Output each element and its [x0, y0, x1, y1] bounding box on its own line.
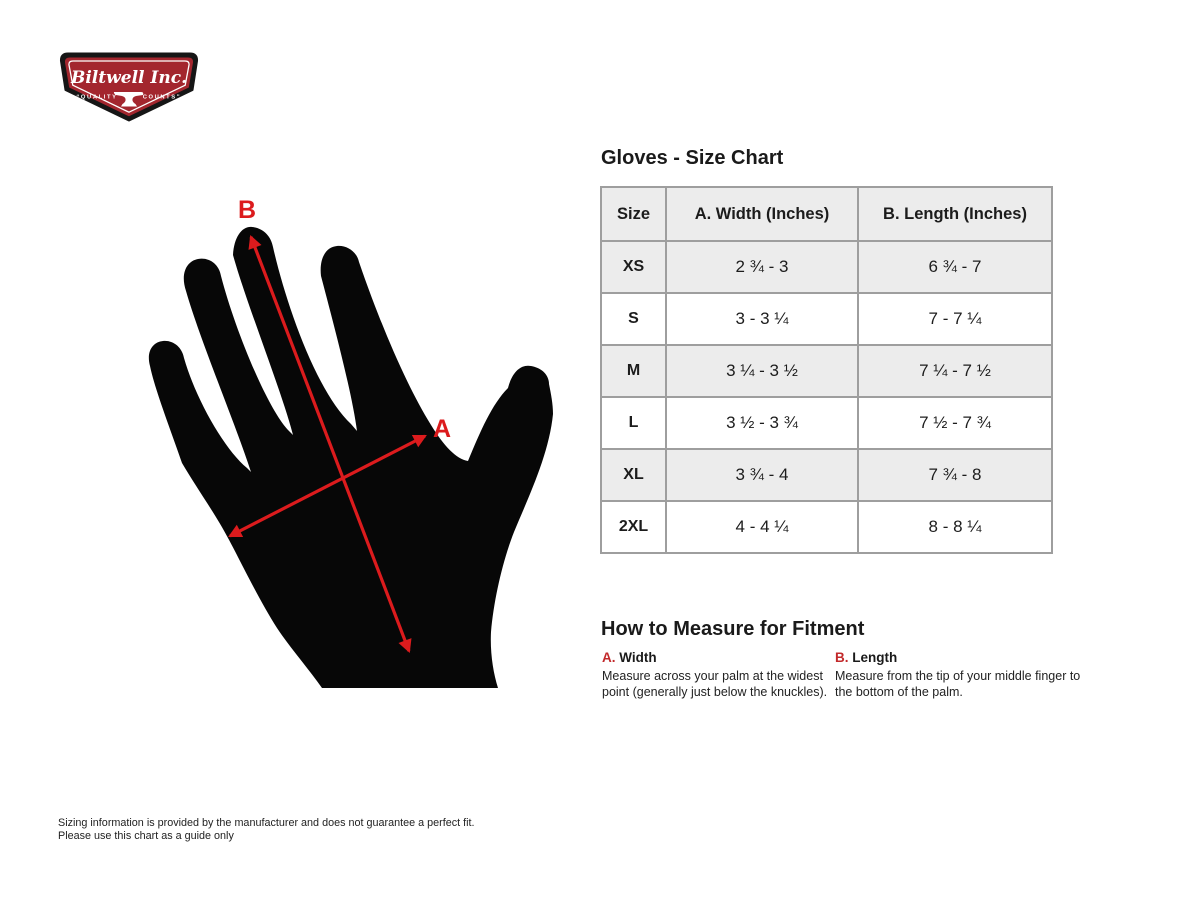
- cell-length: 6 ¾ - 7: [858, 241, 1052, 293]
- cell-width: 3 ¾ - 4: [666, 449, 858, 501]
- cell-width: 3 ¼ - 3 ½: [666, 345, 858, 397]
- measure-item-width: [602, 650, 834, 700]
- table-row: [601, 345, 1052, 397]
- measure-label-length: [835, 650, 1081, 665]
- cell-length: 7 - 7 ¼: [858, 293, 1052, 345]
- logo-tagline-left: “QUALITY: [76, 94, 118, 101]
- measure-item-length: [835, 650, 1081, 700]
- cell-size: M: [601, 345, 666, 397]
- measure-desc-width: Measure across your palm at the widest point (generally just below the knuckles).: [602, 669, 828, 699]
- cell-size: 2XL: [601, 501, 666, 553]
- table-row: [601, 449, 1052, 501]
- cell-length: 7 ¼ - 7 ½: [858, 345, 1052, 397]
- measure-section-title: How to Measure for Fitment: [601, 618, 865, 640]
- biltwell-logo: [58, 52, 200, 122]
- disclaimer-line-1: Sizing information is provided by the manufacturer and does not guarantee a perfect fit.: [58, 817, 475, 829]
- cell-length: 8 - 8 ¼: [858, 501, 1052, 553]
- cell-length: 7 ¾ - 8: [858, 449, 1052, 501]
- measure-word-length: Length: [852, 650, 898, 665]
- label-a: A: [432, 415, 452, 443]
- size-chart-table: [600, 186, 1053, 554]
- logo-tagline-right: COUNTS”: [142, 94, 182, 101]
- cell-size: L: [601, 397, 666, 449]
- hand-measurement-diagram: [140, 190, 580, 700]
- cell-width: 3 ½ - 3 ¾: [666, 397, 858, 449]
- table-row: [601, 241, 1052, 293]
- cell-width: 4 - 4 ¼: [666, 501, 858, 553]
- col-header-length: B. Length (Inches): [858, 187, 1052, 241]
- col-header-size: Size: [601, 187, 666, 241]
- cell-width: 3 - 3 ¼: [666, 293, 858, 345]
- cell-size: S: [601, 293, 666, 345]
- label-b: B: [237, 196, 257, 224]
- measure-letter-b: B.: [835, 650, 849, 665]
- logo-brand-text: Biltwell Inc.: [70, 68, 188, 88]
- table-row: [601, 501, 1052, 553]
- cell-size: XL: [601, 449, 666, 501]
- disclaimer-line-2: Please use this chart as a guide only: [58, 830, 234, 842]
- measure-letter-a: A.: [602, 650, 616, 665]
- cell-width: 2 ¾ - 3: [666, 241, 858, 293]
- measure-desc-length: Measure from the tip of your middle finger to the bottom of the palm.: [835, 669, 1081, 699]
- table-row: [601, 397, 1052, 449]
- table-header-row: [601, 187, 1052, 241]
- size-chart-title: Gloves - Size Chart: [601, 147, 784, 169]
- hand-silhouette: [149, 227, 553, 688]
- measure-label-width: [602, 650, 834, 665]
- table-row: [601, 293, 1052, 345]
- disclaimer: [58, 817, 475, 843]
- col-header-width: A. Width (Inches): [666, 187, 858, 241]
- cell-size: XS: [601, 241, 666, 293]
- cell-length: 7 ½ - 7 ¾: [858, 397, 1052, 449]
- measure-word-width: Width: [619, 650, 657, 665]
